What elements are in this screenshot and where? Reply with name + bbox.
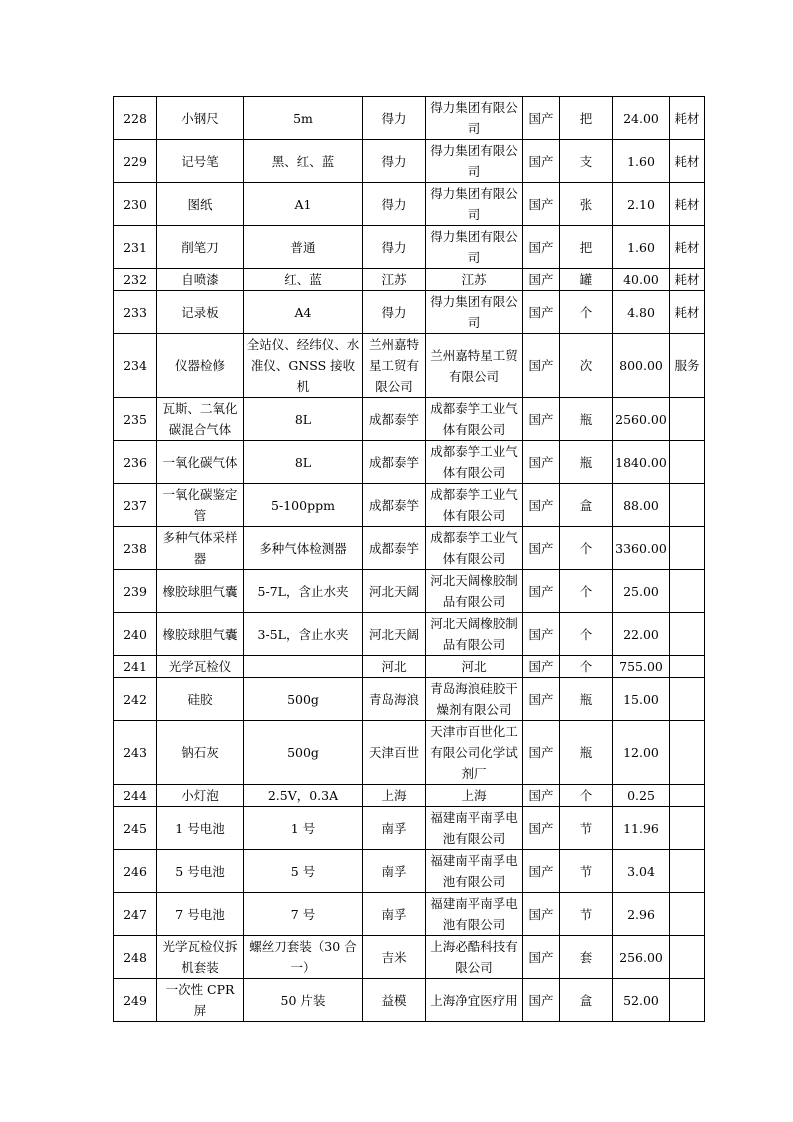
table-body xyxy=(114,97,705,1022)
table-row xyxy=(114,979,705,1022)
item-spec xyxy=(244,656,363,678)
item-brand: 河北 xyxy=(363,656,426,678)
item-category: 耗材 xyxy=(670,97,705,140)
item-name: 橡胶球胆气囊 xyxy=(157,570,244,613)
item-spec: A1 xyxy=(244,183,363,226)
item-unit: 个 xyxy=(560,570,613,613)
item-origin: 国产 xyxy=(523,527,560,570)
item-category: 耗材 xyxy=(670,183,705,226)
item-manufacturer: 天津市百世化工有限公司化学试剂厂 xyxy=(426,721,523,785)
table-row xyxy=(114,484,705,527)
item-category xyxy=(670,785,705,807)
item-unit: 套 xyxy=(560,936,613,979)
item-number: 231 xyxy=(114,226,157,269)
item-name: 一氧化碳气体 xyxy=(157,441,244,484)
item-spec: 黑、红、蓝 xyxy=(244,140,363,183)
item-name: 橡胶球胆气囊 xyxy=(157,613,244,656)
product-price-table xyxy=(113,96,705,1022)
item-name: 记号笔 xyxy=(157,140,244,183)
item-unit: 罐 xyxy=(560,269,613,291)
item-origin: 国产 xyxy=(523,678,560,721)
item-manufacturer: 上海净宜医疗用 xyxy=(426,979,523,1022)
item-manufacturer: 成都泰竽工业气体有限公司 xyxy=(426,527,523,570)
item-number: 228 xyxy=(114,97,157,140)
item-name: 自喷漆 xyxy=(157,269,244,291)
item-number: 247 xyxy=(114,893,157,936)
item-category: 耗材 xyxy=(670,140,705,183)
item-price: 1.60 xyxy=(613,140,670,183)
item-name: 5 号电池 xyxy=(157,850,244,893)
item-origin: 国产 xyxy=(523,807,560,850)
item-price: 800.00 xyxy=(613,334,670,398)
item-origin: 国产 xyxy=(523,893,560,936)
item-manufacturer: 得力集团有限公司 xyxy=(426,226,523,269)
item-category: 服务 xyxy=(670,334,705,398)
item-name: 硅胶 xyxy=(157,678,244,721)
item-unit: 张 xyxy=(560,183,613,226)
item-origin: 国产 xyxy=(523,721,560,785)
item-name: 多种气体采样器 xyxy=(157,527,244,570)
item-number: 248 xyxy=(114,936,157,979)
item-number: 241 xyxy=(114,656,157,678)
item-origin: 国产 xyxy=(523,291,560,334)
item-brand: 南孚 xyxy=(363,893,426,936)
item-category xyxy=(670,656,705,678)
item-manufacturer: 成都泰竽工业气体有限公司 xyxy=(426,398,523,441)
item-brand: 成都泰竽 xyxy=(363,398,426,441)
item-brand: 益模 xyxy=(363,979,426,1022)
item-category xyxy=(670,678,705,721)
item-number: 235 xyxy=(114,398,157,441)
item-name: 记录板 xyxy=(157,291,244,334)
item-manufacturer: 得力集团有限公司 xyxy=(426,140,523,183)
table-row xyxy=(114,721,705,785)
item-number: 245 xyxy=(114,807,157,850)
item-unit: 个 xyxy=(560,527,613,570)
item-manufacturer: 福建南平南孚电池有限公司 xyxy=(426,850,523,893)
item-number: 234 xyxy=(114,334,157,398)
item-spec: 500g xyxy=(244,678,363,721)
table-row xyxy=(114,613,705,656)
item-number: 240 xyxy=(114,613,157,656)
item-price: 3360.00 xyxy=(613,527,670,570)
item-unit: 把 xyxy=(560,226,613,269)
item-spec: 5-7L，含止水夹 xyxy=(244,570,363,613)
item-price: 0.25 xyxy=(613,785,670,807)
table-row xyxy=(114,527,705,570)
item-brand: 天津百世 xyxy=(363,721,426,785)
item-unit: 个 xyxy=(560,613,613,656)
item-unit: 节 xyxy=(560,893,613,936)
item-brand: 成都泰竽 xyxy=(363,527,426,570)
item-price: 2.96 xyxy=(613,893,670,936)
item-origin: 国产 xyxy=(523,226,560,269)
item-origin: 国产 xyxy=(523,656,560,678)
item-number: 236 xyxy=(114,441,157,484)
table-row xyxy=(114,850,705,893)
item-number: 246 xyxy=(114,850,157,893)
item-name: 小灯泡 xyxy=(157,785,244,807)
table-row xyxy=(114,807,705,850)
item-category xyxy=(670,721,705,785)
item-price: 25.00 xyxy=(613,570,670,613)
item-category: 耗材 xyxy=(670,226,705,269)
item-price: 2.10 xyxy=(613,183,670,226)
item-name: 光学瓦检仪 xyxy=(157,656,244,678)
item-spec: 500g xyxy=(244,721,363,785)
item-category xyxy=(670,807,705,850)
item-category xyxy=(670,850,705,893)
item-price: 40.00 xyxy=(613,269,670,291)
item-brand: 得力 xyxy=(363,97,426,140)
table-row xyxy=(114,140,705,183)
item-unit: 盒 xyxy=(560,979,613,1022)
item-spec: 1 号 xyxy=(244,807,363,850)
item-origin: 国产 xyxy=(523,785,560,807)
item-manufacturer: 得力集团有限公司 xyxy=(426,291,523,334)
item-name: 小钢尺 xyxy=(157,97,244,140)
item-brand: 江苏 xyxy=(363,269,426,291)
item-manufacturer: 青岛海浪硅胶干燥剂有限公司 xyxy=(426,678,523,721)
item-brand: 青岛海浪 xyxy=(363,678,426,721)
table-row xyxy=(114,183,705,226)
item-unit: 节 xyxy=(560,850,613,893)
item-manufacturer: 河北 xyxy=(426,656,523,678)
item-origin: 国产 xyxy=(523,850,560,893)
item-name: 钠石灰 xyxy=(157,721,244,785)
item-brand: 南孚 xyxy=(363,850,426,893)
item-manufacturer: 得力集团有限公司 xyxy=(426,97,523,140)
item-name: 一氧化碳鉴定管 xyxy=(157,484,244,527)
item-spec: 50 片装 xyxy=(244,979,363,1022)
table-row xyxy=(114,226,705,269)
item-name: 光学瓦检仪拆机套装 xyxy=(157,936,244,979)
item-number: 237 xyxy=(114,484,157,527)
item-spec: 3-5L，含止水夹 xyxy=(244,613,363,656)
item-category xyxy=(670,570,705,613)
item-manufacturer: 上海 xyxy=(426,785,523,807)
item-spec: 红、蓝 xyxy=(244,269,363,291)
item-name: 一次性 CPR 屏 xyxy=(157,979,244,1022)
item-origin: 国产 xyxy=(523,441,560,484)
item-price: 2560.00 xyxy=(613,398,670,441)
item-manufacturer: 成都泰竽工业气体有限公司 xyxy=(426,441,523,484)
item-origin: 国产 xyxy=(523,613,560,656)
item-spec: 8L xyxy=(244,398,363,441)
item-unit: 瓶 xyxy=(560,441,613,484)
table-row xyxy=(114,291,705,334)
item-unit: 支 xyxy=(560,140,613,183)
item-brand: 南孚 xyxy=(363,807,426,850)
item-manufacturer: 兰州嘉特星工贸有限公司 xyxy=(426,334,523,398)
item-manufacturer: 得力集团有限公司 xyxy=(426,183,523,226)
item-origin: 国产 xyxy=(523,936,560,979)
item-spec: 8L xyxy=(244,441,363,484)
item-brand: 得力 xyxy=(363,291,426,334)
item-category xyxy=(670,527,705,570)
item-unit: 次 xyxy=(560,334,613,398)
item-name: 仪器检修 xyxy=(157,334,244,398)
item-number: 238 xyxy=(114,527,157,570)
item-unit: 瓶 xyxy=(560,721,613,785)
item-manufacturer: 福建南平南孚电池有限公司 xyxy=(426,893,523,936)
item-origin: 国产 xyxy=(523,398,560,441)
item-spec: 全站仪、经纬仪、水准仪、GNSS 接收机 xyxy=(244,334,363,398)
item-number: 230 xyxy=(114,183,157,226)
item-price: 12.00 xyxy=(613,721,670,785)
item-origin: 国产 xyxy=(523,97,560,140)
item-price: 15.00 xyxy=(613,678,670,721)
item-brand: 吉米 xyxy=(363,936,426,979)
item-category xyxy=(670,613,705,656)
item-spec: 2.5V，0.3A xyxy=(244,785,363,807)
item-manufacturer: 河北天阔橡胶制品有限公司 xyxy=(426,570,523,613)
item-brand: 成都泰竽 xyxy=(363,441,426,484)
item-spec: 5 号 xyxy=(244,850,363,893)
item-brand: 兰州嘉特星工贸有限公司 xyxy=(363,334,426,398)
item-spec: A4 xyxy=(244,291,363,334)
table-row xyxy=(114,656,705,678)
item-unit: 瓶 xyxy=(560,678,613,721)
item-category xyxy=(670,893,705,936)
item-origin: 国产 xyxy=(523,269,560,291)
item-category xyxy=(670,979,705,1022)
table-row xyxy=(114,97,705,140)
item-number: 229 xyxy=(114,140,157,183)
item-number: 249 xyxy=(114,979,157,1022)
item-category xyxy=(670,441,705,484)
item-origin: 国产 xyxy=(523,334,560,398)
item-spec: 7 号 xyxy=(244,893,363,936)
item-price: 88.00 xyxy=(613,484,670,527)
item-unit: 节 xyxy=(560,807,613,850)
item-unit: 个 xyxy=(560,291,613,334)
item-unit: 个 xyxy=(560,785,613,807)
item-category: 耗材 xyxy=(670,269,705,291)
item-spec: 多种气体检测器 xyxy=(244,527,363,570)
item-brand: 成都泰竽 xyxy=(363,484,426,527)
item-spec: 5-100ppm xyxy=(244,484,363,527)
item-manufacturer: 成都泰竽工业气体有限公司 xyxy=(426,484,523,527)
item-brand: 得力 xyxy=(363,140,426,183)
item-price: 22.00 xyxy=(613,613,670,656)
item-brand: 上海 xyxy=(363,785,426,807)
table-row xyxy=(114,334,705,398)
item-brand: 得力 xyxy=(363,183,426,226)
item-name: 1 号电池 xyxy=(157,807,244,850)
item-price: 24.00 xyxy=(613,97,670,140)
item-brand: 河北天阔 xyxy=(363,570,426,613)
item-number: 244 xyxy=(114,785,157,807)
table-row xyxy=(114,441,705,484)
table-row xyxy=(114,398,705,441)
item-origin: 国产 xyxy=(523,183,560,226)
item-brand: 河北天阔 xyxy=(363,613,426,656)
item-brand: 得力 xyxy=(363,226,426,269)
table-row xyxy=(114,893,705,936)
item-unit: 盒 xyxy=(560,484,613,527)
item-price: 1840.00 xyxy=(613,441,670,484)
item-name: 7 号电池 xyxy=(157,893,244,936)
table-row xyxy=(114,936,705,979)
item-unit: 瓶 xyxy=(560,398,613,441)
item-unit: 个 xyxy=(560,656,613,678)
item-origin: 国产 xyxy=(523,979,560,1022)
item-number: 239 xyxy=(114,570,157,613)
item-number: 233 xyxy=(114,291,157,334)
item-category xyxy=(670,484,705,527)
item-category: 耗材 xyxy=(670,291,705,334)
item-manufacturer: 福建南平南孚电池有限公司 xyxy=(426,807,523,850)
item-manufacturer: 河北天阔橡胶制品有限公司 xyxy=(426,613,523,656)
item-origin: 国产 xyxy=(523,140,560,183)
item-manufacturer: 江苏 xyxy=(426,269,523,291)
item-price: 755.00 xyxy=(613,656,670,678)
table-row xyxy=(114,570,705,613)
item-manufacturer: 上海必酷科技有限公司 xyxy=(426,936,523,979)
item-origin: 国产 xyxy=(523,484,560,527)
item-origin: 国产 xyxy=(523,570,560,613)
item-number: 243 xyxy=(114,721,157,785)
item-price: 1.60 xyxy=(613,226,670,269)
item-price: 3.04 xyxy=(613,850,670,893)
item-number: 242 xyxy=(114,678,157,721)
table-row xyxy=(114,678,705,721)
item-price: 52.00 xyxy=(613,979,670,1022)
item-number: 232 xyxy=(114,269,157,291)
item-unit: 把 xyxy=(560,97,613,140)
item-category xyxy=(670,936,705,979)
item-spec: 螺丝刀套装（30 合一） xyxy=(244,936,363,979)
item-name: 图纸 xyxy=(157,183,244,226)
item-name: 瓦斯、二氧化碳混合气体 xyxy=(157,398,244,441)
table-row xyxy=(114,269,705,291)
item-price: 4.80 xyxy=(613,291,670,334)
item-spec: 普通 xyxy=(244,226,363,269)
item-price: 256.00 xyxy=(613,936,670,979)
table-row xyxy=(114,785,705,807)
item-category xyxy=(670,398,705,441)
item-spec: 5m xyxy=(244,97,363,140)
item-price: 11.96 xyxy=(613,807,670,850)
item-name: 削笔刀 xyxy=(157,226,244,269)
